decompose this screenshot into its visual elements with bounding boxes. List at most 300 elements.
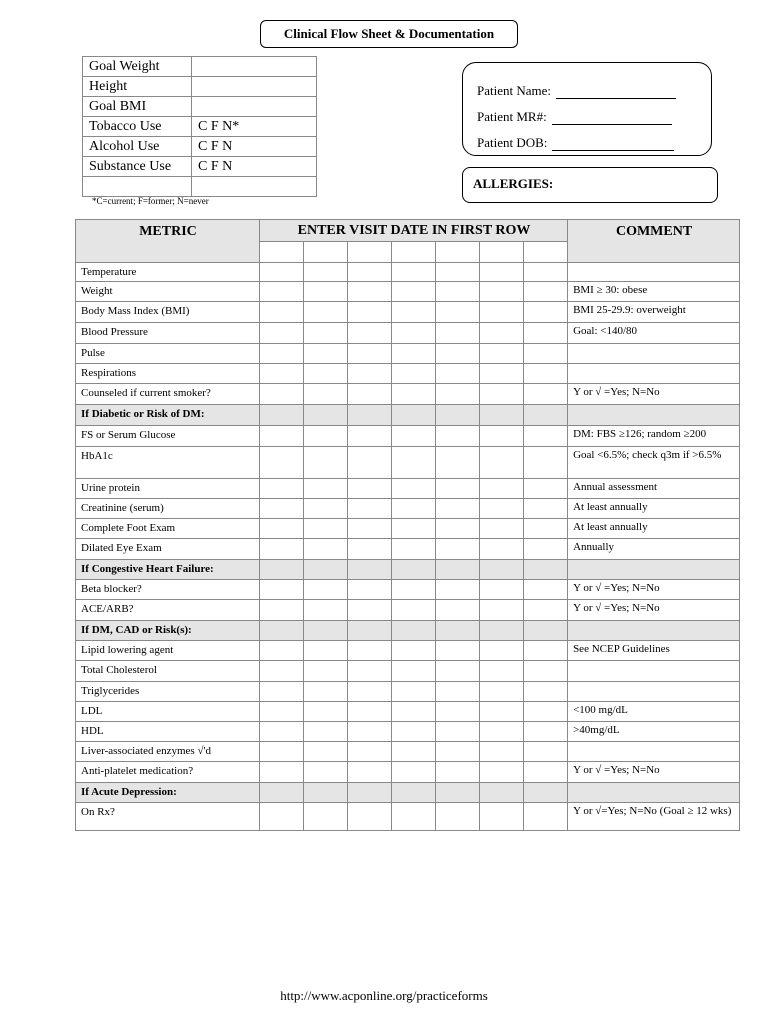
patient-dob-field[interactable] — [477, 125, 711, 151]
metric-row — [76, 499, 740, 519]
visit-value-cell[interactable] — [524, 302, 568, 323]
info-row — [83, 57, 317, 77]
metric-label: Complete Foot Exam — [76, 519, 260, 539]
visit-value-cell[interactable] — [436, 661, 480, 682]
comment-cell — [568, 344, 740, 364]
visit-value-cell[interactable] — [524, 364, 568, 384]
footer-url: http://www.acponline.org/practiceforms — [280, 988, 488, 1003]
visit-value-cell[interactable] — [524, 580, 568, 600]
visit-value-cell[interactable] — [304, 661, 348, 682]
visit-value-cell — [304, 405, 348, 426]
visit-value-cell[interactable] — [392, 426, 436, 447]
info-value[interactable]: C F N* — [192, 117, 317, 137]
visit-value-cell — [304, 621, 348, 641]
comment-cell: Goal: <140/80 — [568, 323, 740, 344]
comment-cell: Y or √ =Yes; N=No — [568, 580, 740, 600]
visit-value-cell[interactable] — [392, 479, 436, 499]
comment-cell — [568, 364, 740, 384]
visit-value-cell[interactable] — [260, 722, 304, 742]
visit-value-cell[interactable] — [524, 519, 568, 539]
metric-label: Blood Pressure — [76, 323, 260, 344]
comment-cell: DM: FBS ≥126; random ≥200 — [568, 426, 740, 447]
visit-value-cell[interactable] — [348, 323, 392, 344]
visit-value-cell[interactable] — [480, 580, 524, 600]
visit-value-cell[interactable] — [480, 479, 524, 499]
section-label: If Congestive Heart Failure: — [76, 560, 260, 580]
visit-value-cell — [524, 560, 568, 580]
metric-row — [76, 762, 740, 783]
visit-value-cell[interactable] — [260, 580, 304, 600]
visit-value-cell[interactable] — [480, 600, 524, 621]
comment-cell: Y or √ =Yes; N=No — [568, 762, 740, 783]
visit-value-cell[interactable] — [348, 263, 392, 282]
metric-row — [76, 479, 740, 499]
metric-row — [76, 661, 740, 682]
visit-value-cell[interactable] — [392, 661, 436, 682]
visit-value-cell[interactable] — [524, 661, 568, 682]
visit-value-cell[interactable] — [260, 364, 304, 384]
metric-label: Liver-associated enzymes √'d — [76, 742, 260, 762]
visit-value-cell[interactable] — [260, 426, 304, 447]
visit-value-cell[interactable] — [260, 499, 304, 519]
visit-value-cell[interactable] — [524, 426, 568, 447]
visit-value-cell[interactable] — [436, 323, 480, 344]
visit-value-cell[interactable] — [260, 742, 304, 762]
visit-value-cell[interactable] — [260, 803, 304, 831]
comment-cell: At least annually — [568, 499, 740, 519]
visit-date-cell[interactable] — [436, 242, 480, 263]
visit-value-cell[interactable] — [436, 803, 480, 831]
comment-cell — [568, 661, 740, 682]
visit-value-cell[interactable] — [524, 282, 568, 302]
metric-label: HDL — [76, 722, 260, 742]
visit-value-cell[interactable] — [436, 600, 480, 621]
visit-value-cell[interactable] — [260, 344, 304, 364]
info-label: Height — [83, 77, 192, 97]
visit-value-cell[interactable] — [480, 803, 524, 831]
metric-row — [76, 384, 740, 405]
visit-value-cell[interactable] — [436, 722, 480, 742]
visit-value-cell[interactable] — [260, 702, 304, 722]
metric-row — [76, 344, 740, 364]
visit-value-cell — [348, 621, 392, 641]
visit-value-cell[interactable] — [304, 479, 348, 499]
metric-label: Respirations — [76, 364, 260, 384]
visit-value-cell[interactable] — [392, 722, 436, 742]
visit-value-cell — [480, 783, 524, 803]
metric-row — [76, 742, 740, 762]
comment-cell — [568, 742, 740, 762]
visit-value-cell[interactable] — [480, 682, 524, 702]
visit-value-cell[interactable] — [480, 641, 524, 661]
visit-value-cell[interactable] — [304, 447, 348, 479]
visit-value-cell[interactable] — [348, 344, 392, 364]
visit-value-cell[interactable] — [304, 302, 348, 323]
info-label: Goal BMI — [83, 97, 192, 117]
visit-value-cell[interactable] — [304, 580, 348, 600]
visit-value-cell — [392, 560, 436, 580]
comment-cell — [568, 621, 740, 641]
visit-value-cell[interactable] — [436, 384, 480, 405]
info-row — [83, 177, 317, 197]
metric-row — [76, 426, 740, 447]
visit-value-cell — [436, 621, 480, 641]
metric-label: HbA1c — [76, 447, 260, 479]
visit-value-cell — [348, 783, 392, 803]
visit-value-cell[interactable] — [524, 682, 568, 702]
visit-value-cell[interactable] — [304, 702, 348, 722]
visit-date-header: ENTER VISIT DATE IN FIRST ROW — [260, 220, 568, 242]
visit-value-cell[interactable] — [524, 344, 568, 364]
visit-value-cell — [348, 405, 392, 426]
visit-value-cell[interactable] — [260, 661, 304, 682]
visit-value-cell[interactable] — [348, 742, 392, 762]
patient-info-box — [462, 62, 712, 156]
metric-label: Dilated Eye Exam — [76, 539, 260, 560]
form-title: Clinical Flow Sheet & Documentation — [260, 20, 518, 48]
visit-value-cell[interactable] — [304, 641, 348, 661]
visit-value-cell[interactable] — [348, 447, 392, 479]
visit-value-cell[interactable] — [480, 447, 524, 479]
visit-value-cell[interactable] — [304, 539, 348, 560]
metric-row — [76, 302, 740, 323]
visit-value-cell[interactable] — [436, 742, 480, 762]
visit-value-cell[interactable] — [392, 384, 436, 405]
visit-date-cell[interactable] — [304, 242, 348, 263]
visit-value-cell[interactable] — [260, 600, 304, 621]
visit-value-cell — [304, 783, 348, 803]
visit-value-cell[interactable] — [480, 742, 524, 762]
visit-value-cell[interactable] — [260, 447, 304, 479]
metric-row — [76, 600, 740, 621]
visit-value-cell[interactable] — [524, 762, 568, 783]
visit-value-cell[interactable] — [480, 323, 524, 344]
metric-row — [76, 803, 740, 831]
visit-value-cell[interactable] — [348, 364, 392, 384]
visit-value-cell[interactable] — [436, 702, 480, 722]
info-value[interactable] — [192, 177, 317, 197]
visit-value-cell[interactable] — [480, 702, 524, 722]
visit-value-cell[interactable] — [436, 447, 480, 479]
metric-label: Lipid lowering agent — [76, 641, 260, 661]
comment-cell — [568, 263, 740, 282]
info-row — [83, 157, 317, 177]
visit-value-cell[interactable] — [260, 263, 304, 282]
visit-value-cell — [304, 560, 348, 580]
metric-row — [76, 447, 740, 479]
visit-value-cell[interactable] — [304, 722, 348, 742]
visit-value-cell[interactable] — [348, 479, 392, 499]
visit-value-cell — [524, 405, 568, 426]
metric-row — [76, 539, 740, 560]
visit-date-cell[interactable] — [260, 242, 304, 263]
visit-value-cell[interactable] — [480, 282, 524, 302]
section-label: If DM, CAD or Risk(s): — [76, 621, 260, 641]
metric-label: Creatinine (serum) — [76, 499, 260, 519]
visit-value-cell[interactable] — [436, 302, 480, 323]
visit-value-cell[interactable] — [304, 803, 348, 831]
visit-value-cell — [480, 405, 524, 426]
patient-dob-label: Patient DOB: — [477, 135, 548, 150]
visit-date-cell[interactable] — [348, 242, 392, 263]
metric-row — [76, 641, 740, 661]
visit-value-cell[interactable] — [348, 600, 392, 621]
metric-label: FS or Serum Glucose — [76, 426, 260, 447]
patient-name-line[interactable] — [556, 86, 676, 99]
info-row — [83, 97, 317, 117]
visit-value-cell[interactable] — [348, 722, 392, 742]
visit-value-cell[interactable] — [480, 364, 524, 384]
visit-value-cell[interactable] — [348, 641, 392, 661]
comment-cell: Y or √=Yes; N=No (Goal ≥ 12 wks) — [568, 803, 740, 831]
patient-mr-field[interactable] — [477, 99, 711, 125]
info-label: Substance Use — [83, 157, 192, 177]
visit-value-cell[interactable] — [260, 762, 304, 783]
metric-label: On Rx? — [76, 803, 260, 831]
section-label: If Acute Depression: — [76, 783, 260, 803]
comment-cell — [568, 405, 740, 426]
patient-mr-line[interactable] — [552, 112, 672, 125]
visit-value-cell[interactable] — [348, 282, 392, 302]
visit-value-cell[interactable] — [304, 742, 348, 762]
visit-value-cell[interactable] — [436, 682, 480, 702]
visit-value-cell[interactable] — [480, 762, 524, 783]
visit-value-cell[interactable] — [260, 282, 304, 302]
metric-row — [76, 722, 740, 742]
visit-value-cell — [524, 621, 568, 641]
visit-date-cell[interactable] — [480, 242, 524, 263]
visit-value-cell[interactable] — [348, 803, 392, 831]
flow-sheet-table — [75, 219, 740, 831]
visit-value-cell[interactable] — [304, 282, 348, 302]
metric-label: Beta blocker? — [76, 580, 260, 600]
visit-value-cell[interactable] — [480, 661, 524, 682]
visit-value-cell[interactable] — [392, 641, 436, 661]
comment-cell: At least annually — [568, 519, 740, 539]
comment-cell: >40mg/dL — [568, 722, 740, 742]
visit-value-cell[interactable] — [436, 762, 480, 783]
visit-value-cell[interactable] — [524, 479, 568, 499]
visit-value-cell[interactable] — [260, 479, 304, 499]
metric-label: Total Cholesterol — [76, 661, 260, 682]
visit-value-cell — [392, 405, 436, 426]
metric-label: Anti-platelet medication? — [76, 762, 260, 783]
visit-value-cell[interactable] — [260, 323, 304, 344]
visit-value-cell[interactable] — [436, 364, 480, 384]
visit-value-cell[interactable] — [348, 302, 392, 323]
visit-value-cell[interactable] — [348, 426, 392, 447]
visit-value-cell[interactable] — [480, 722, 524, 742]
metric-label: Weight — [76, 282, 260, 302]
visit-value-cell[interactable] — [304, 499, 348, 519]
info-label: Tobacco Use — [83, 117, 192, 137]
visit-value-cell[interactable] — [436, 479, 480, 499]
visit-value-cell[interactable] — [524, 702, 568, 722]
section-row — [76, 621, 740, 641]
visit-date-cell[interactable] — [392, 242, 436, 263]
visit-value-cell[interactable] — [392, 263, 436, 282]
visit-value-cell[interactable] — [436, 344, 480, 364]
visit-value-cell[interactable] — [524, 447, 568, 479]
visit-value-cell[interactable] — [260, 302, 304, 323]
visit-value-cell[interactable] — [436, 580, 480, 600]
visit-value-cell[interactable] — [304, 600, 348, 621]
info-value[interactable]: C F N — [192, 137, 317, 157]
visit-value-cell[interactable] — [392, 742, 436, 762]
visit-value-cell[interactable] — [436, 426, 480, 447]
info-row — [83, 77, 317, 97]
section-row — [76, 783, 740, 803]
visit-value-cell[interactable] — [524, 263, 568, 282]
info-value[interactable]: C F N — [192, 157, 317, 177]
visit-value-cell[interactable] — [480, 499, 524, 519]
use-legend-note: *C=current; F=former; N=never — [92, 196, 209, 206]
visit-value-cell[interactable] — [392, 803, 436, 831]
visit-value-cell[interactable] — [392, 539, 436, 560]
visit-value-cell[interactable] — [480, 384, 524, 405]
comment-cell: Annual assessment — [568, 479, 740, 499]
visit-value-cell — [436, 783, 480, 803]
visit-value-cell[interactable] — [480, 519, 524, 539]
visit-value-cell — [260, 621, 304, 641]
metric-row — [76, 364, 740, 384]
visit-value-cell — [260, 405, 304, 426]
visit-value-cell[interactable] — [260, 384, 304, 405]
metric-label: Counseled if current smoker? — [76, 384, 260, 405]
info-value[interactable] — [192, 97, 317, 117]
visit-value-cell[interactable] — [436, 539, 480, 560]
visit-value-cell[interactable] — [392, 364, 436, 384]
metric-row — [76, 519, 740, 539]
visit-value-cell[interactable] — [436, 263, 480, 282]
visit-value-cell[interactable] — [392, 302, 436, 323]
visit-date-cell[interactable] — [524, 242, 568, 263]
visit-value-cell[interactable] — [260, 682, 304, 702]
visit-value-cell[interactable] — [436, 641, 480, 661]
patient-dob-line[interactable] — [552, 138, 674, 151]
visit-value-cell[interactable] — [392, 447, 436, 479]
visit-value-cell[interactable] — [480, 344, 524, 364]
visit-value-cell[interactable] — [260, 539, 304, 560]
visit-value-cell[interactable] — [304, 384, 348, 405]
visit-value-cell[interactable] — [348, 499, 392, 519]
visit-value-cell[interactable] — [436, 519, 480, 539]
section-label: If Diabetic or Risk of DM: — [76, 405, 260, 426]
visit-value-cell — [524, 783, 568, 803]
comment-cell — [568, 560, 740, 580]
visit-value-cell[interactable] — [524, 803, 568, 831]
visit-value-cell[interactable] — [480, 263, 524, 282]
metric-header: METRIC — [76, 220, 260, 263]
metric-row — [76, 282, 740, 302]
visit-value-cell[interactable] — [392, 282, 436, 302]
metric-label: ACE/ARB? — [76, 600, 260, 621]
visit-value-cell — [436, 405, 480, 426]
comment-cell: <100 mg/dL — [568, 702, 740, 722]
allergies-box[interactable] — [462, 167, 718, 203]
visit-value-cell[interactable] — [524, 600, 568, 621]
visit-value-cell[interactable] — [260, 641, 304, 661]
visit-value-cell — [392, 783, 436, 803]
visit-value-cell[interactable] — [436, 499, 480, 519]
info-value[interactable] — [192, 77, 317, 97]
visit-value-cell[interactable] — [348, 539, 392, 560]
visit-value-cell — [348, 560, 392, 580]
visit-value-cell[interactable] — [304, 682, 348, 702]
visit-value-cell — [260, 560, 304, 580]
comment-cell: Y or √ =Yes; N=No — [568, 384, 740, 405]
metric-label: LDL — [76, 702, 260, 722]
visit-value-cell[interactable] — [348, 384, 392, 405]
visit-value-cell[interactable] — [304, 519, 348, 539]
visit-value-cell[interactable] — [304, 364, 348, 384]
visit-value-cell[interactable] — [260, 519, 304, 539]
visit-value-cell[interactable] — [524, 384, 568, 405]
visit-value-cell[interactable] — [480, 539, 524, 560]
visit-value-cell[interactable] — [392, 762, 436, 783]
visit-value-cell[interactable] — [304, 426, 348, 447]
visit-value-cell[interactable] — [524, 539, 568, 560]
visit-value-cell[interactable] — [392, 499, 436, 519]
info-row — [83, 137, 317, 157]
visit-value-cell[interactable] — [348, 702, 392, 722]
visit-value-cell[interactable] — [304, 263, 348, 282]
visit-value-cell[interactable] — [524, 499, 568, 519]
metric-row — [76, 580, 740, 600]
comment-cell: BMI 25-29.9: overweight — [568, 302, 740, 323]
allergies-label: ALLERGIES: — [473, 176, 554, 191]
visit-value-cell[interactable] — [480, 302, 524, 323]
visit-value-cell[interactable] — [304, 762, 348, 783]
patient-mr-label: Patient MR#: — [477, 109, 547, 124]
metric-label: Urine protein — [76, 479, 260, 499]
visit-value-cell[interactable] — [392, 702, 436, 722]
patient-name-label: Patient Name: — [477, 83, 552, 98]
info-label: Alcohol Use — [83, 137, 192, 157]
section-row — [76, 560, 740, 580]
info-value[interactable] — [192, 57, 317, 77]
visit-value-cell[interactable] — [392, 344, 436, 364]
visit-value-cell[interactable] — [436, 282, 480, 302]
visit-value-cell[interactable] — [524, 641, 568, 661]
info-label: Goal Weight — [83, 57, 192, 77]
visit-value-cell[interactable] — [392, 682, 436, 702]
visit-value-cell[interactable] — [304, 344, 348, 364]
visit-value-cell[interactable] — [392, 600, 436, 621]
visit-value-cell[interactable] — [524, 742, 568, 762]
visit-value-cell[interactable] — [348, 580, 392, 600]
comment-cell — [568, 682, 740, 702]
patient-goals-table — [82, 56, 317, 197]
visit-value-cell[interactable] — [392, 519, 436, 539]
patient-name-field[interactable] — [477, 73, 711, 99]
visit-value-cell[interactable] — [348, 762, 392, 783]
comment-cell: Annually — [568, 539, 740, 560]
metric-row — [76, 323, 740, 344]
visit-value-cell[interactable] — [392, 323, 436, 344]
visit-value-cell[interactable] — [348, 682, 392, 702]
visit-value-cell[interactable] — [392, 580, 436, 600]
metric-label: Body Mass Index (BMI) — [76, 302, 260, 323]
visit-value-cell[interactable] — [348, 661, 392, 682]
visit-value-cell[interactable] — [480, 426, 524, 447]
visit-value-cell — [436, 560, 480, 580]
visit-value-cell[interactable] — [524, 722, 568, 742]
visit-value-cell[interactable] — [304, 323, 348, 344]
visit-value-cell[interactable] — [348, 519, 392, 539]
visit-value-cell[interactable] — [524, 323, 568, 344]
metric-label: Triglycerides — [76, 682, 260, 702]
